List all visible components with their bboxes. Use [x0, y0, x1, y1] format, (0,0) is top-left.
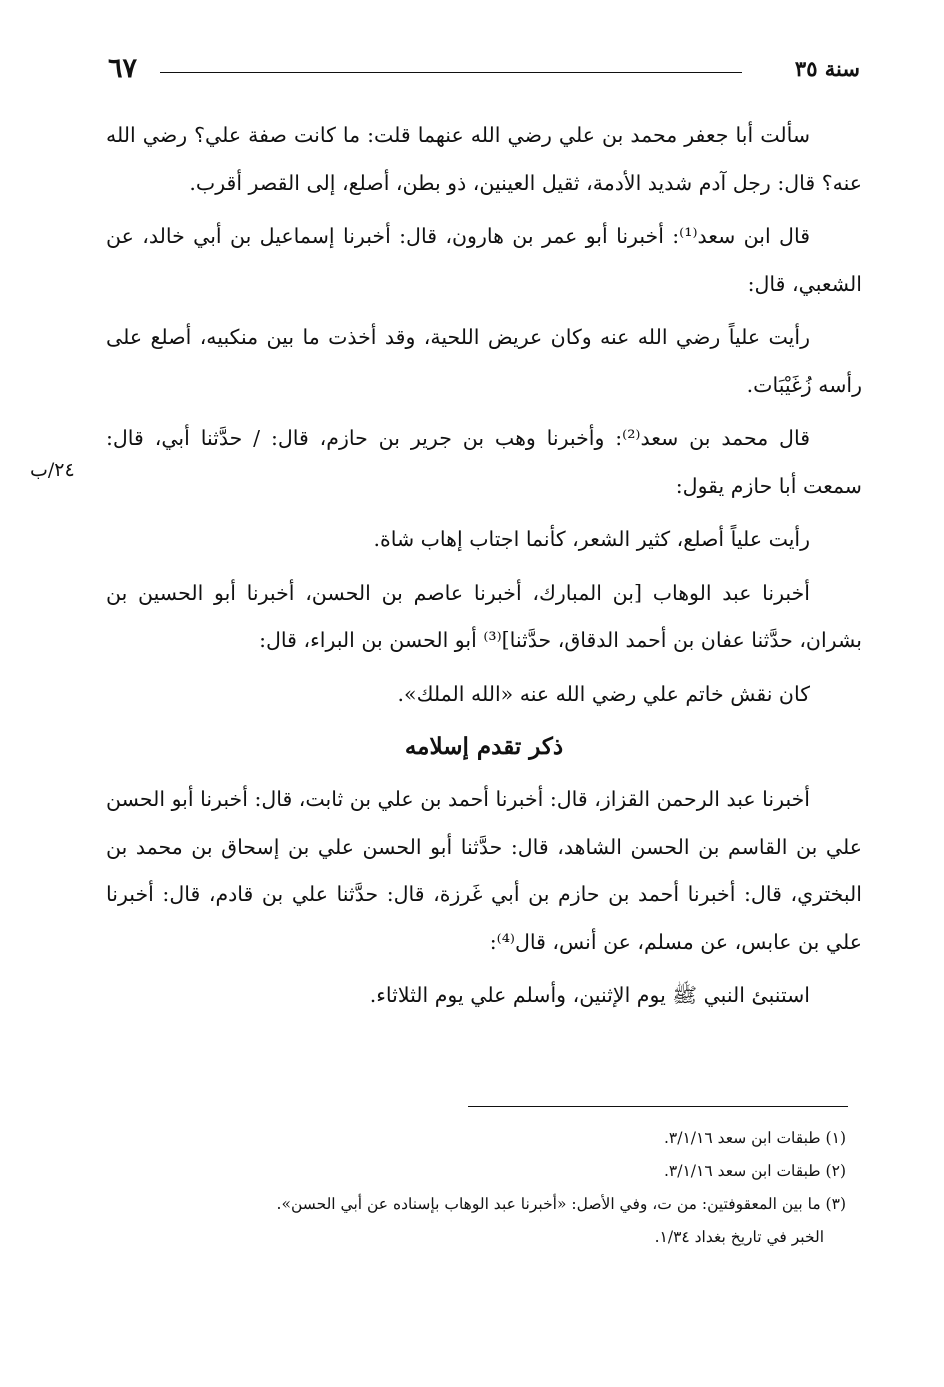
- footnote: (١) طبقات ابن سعد ٣/١/١٦.: [663, 1129, 846, 1147]
- footnotes: [86, 1122, 846, 1254]
- paragraph: أخبرنا عبد الرحمن القزاز، قال: أخبرنا أحمد بن علي بن ثابت، قال: أخبرنا أبو الحسن علي بن القاسم بن الحسن الشاهد، قال: حدَّثنا أبو الحسن علي بن إسحاق بن محمد بن البختري، قال: أخبرنا أحمد بن حازم بن أبي غَرزة، قال: حدَّثنا علي بن قادم، قال: أخبرنا علي بن عابس، عن مسلم، عن أنس، قال⁽⁴⁾:: [106, 787, 862, 954]
- paragraph: قال ابن سعد⁽¹⁾: أخبرنا أبو عمر بن هارون، قال: أخبرنا إسماعيل بن أبي خالد، عن الشعبي، قال:: [106, 224, 862, 296]
- paragraph: قال محمد بن سعد⁽²⁾: وأخبرنا وهب بن جرير بن حازم، قال: / حدَّثنا أبي، قال: سمعت أبا حازم يقول:: [106, 426, 862, 498]
- header-year-label: سنة ٣٥: [794, 56, 860, 81]
- running-header: [108, 52, 860, 92]
- paragraph: أخبرنا عبد الوهاب [بن المبارك، أخبرنا عاصم بن الحسن، أخبرنا أبو الحسين بن بشران، حدَّثنا عفان بن أحمد الدقاق، حدَّثنا]⁽³⁾ أبو الحسن بن البراء، قال:: [106, 580, 862, 652]
- footnote-divider: [468, 1106, 848, 1107]
- paragraph: استنبئ النبي ﷺ يوم الإثنين، وأسلم علي يوم الثلاثاء.: [369, 983, 810, 1007]
- footnote: (٢) طبقات ابن سعد ٣/١/١٦.: [663, 1162, 846, 1180]
- page-number: ٦٧: [108, 53, 138, 84]
- section-heading: ذكر تقدم إسلامه: [404, 733, 564, 760]
- header-rule: [160, 72, 742, 73]
- main-text: [106, 112, 862, 1026]
- footnote: (٣) ما بين المعقوفتين: من ت، وفي الأصل: «أخبرنا عبد الوهاب بإسناده عن أبي الحسن».: [276, 1195, 846, 1213]
- paragraph: رأيت علياً رضي الله عنه وكان عريض اللحية، وقد أخذت ما بين منكبيه، أصلع على رأسه زُغَيْبَات.: [106, 325, 862, 397]
- footnote-continuation: الخبر في تاريخ بغداد ١/٣٤.: [654, 1228, 824, 1246]
- paragraph: رأيت علياً أصلع، كثير الشعر، كأنما اجتاب إهاب شاة.: [373, 527, 810, 551]
- paragraph: سألت أبا جعفر محمد بن علي رضي الله عنهما قلت: ما كانت صفة علي؟ رضي الله عنه؟ قال: رجل آدم شديد الأدمة، ثقيل العينين، ذو بطن، أصلع، إلى القصر أقرب.: [106, 123, 862, 195]
- paragraph: كان نقش خاتم علي رضي الله عنه «الله الملك».: [397, 681, 810, 706]
- folio-margin-note: ٢٤/ب: [30, 459, 75, 481]
